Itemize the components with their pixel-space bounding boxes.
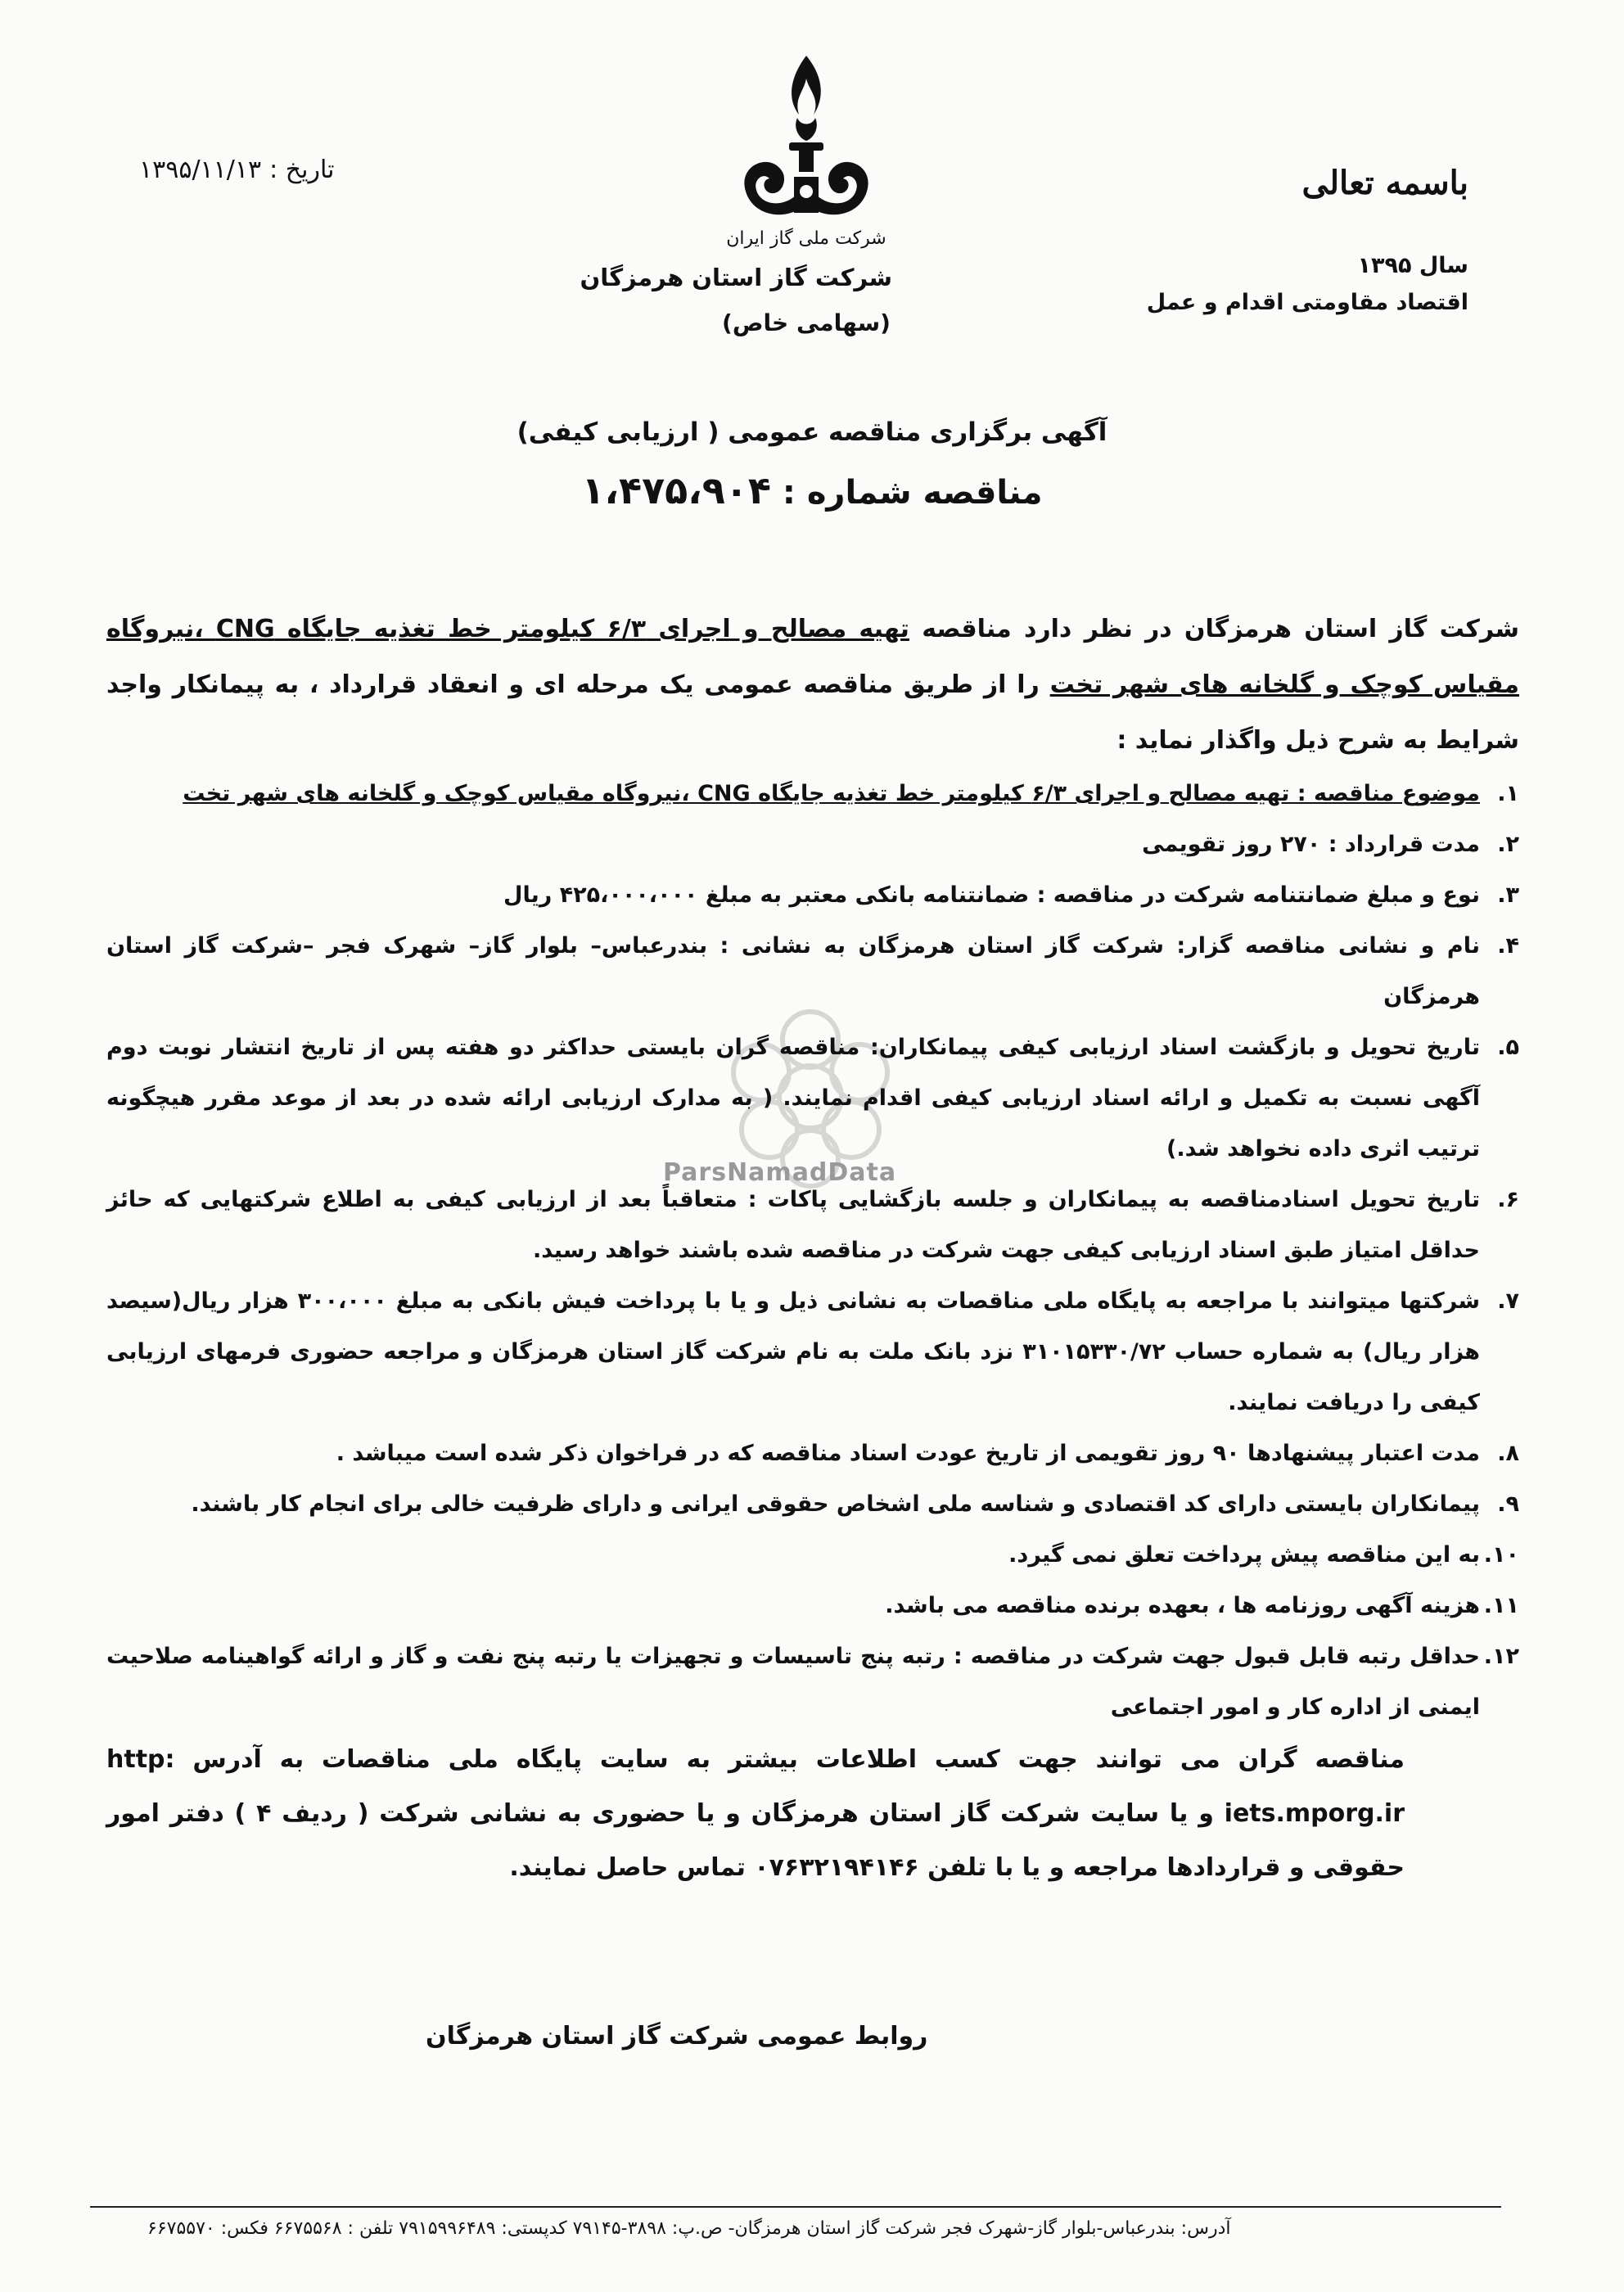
item-text: تاریخ تحویل و بازگشت اسناد ارزیابی کیفی پیمانکاران: مناقصه گران بایستی حداکثر دو هفته پس از تاریخ انتشار نوبت دوم آگهی نسبت به تکمیل و ارائه اسناد ارزیابی کیفی اقدام نمایند. ( به مدارک ارزیابی ارائه شده در بعد از موعد مقرر هیچگونه ترتیب اثری داده نخواهد شد.) (106, 1035, 1480, 1162)
watermark-text: ParsNamadData (663, 1158, 897, 1187)
item-number: ۱۱. (1483, 1593, 1519, 1618)
year-label: سال ۱۳۹۵ (1357, 253, 1468, 278)
announcement-body (106, 602, 1519, 1895)
list-item (106, 921, 1519, 1022)
tender-number-line (0, 468, 1624, 512)
basmala: باسمه تعالی (1301, 164, 1468, 202)
list-item (106, 1022, 1519, 1175)
item-text: شرکتها میتوانند با مراجعه به پایگاه ملی مناقصات به نشانی ذیل و یا با پرداخت فیش بانکی به مبلغ ۳۰۰،۰۰۰ هزار ریال(سیصد هزار ریال) به شماره حساب ۳۱۰۱۵۳۳۰/۷۲ نزد بانک ملت به نام شرکت گاز استان هرمزگان و مراجعه حضوری فرمهای ارزیابی کیفی را دریافت نمایند. (106, 1288, 1480, 1415)
footer-divider (90, 2206, 1501, 2208)
item-number: ۵. (1497, 1035, 1519, 1060)
item-number: ۶. (1497, 1187, 1519, 1212)
logo-caption: شرکت ملی گاز ایران (726, 228, 886, 249)
nigc-logo-icon (729, 49, 884, 225)
title-block (0, 417, 1624, 512)
list-item (106, 1530, 1519, 1581)
intro-subject-underlined: تهیه مصالح و اجرای ۶/۳ کیلومتر خط تغذیه جایگاه CNG ،نیروگاه مقیاس کوچک و گلخانه های شهر تخت (106, 615, 1519, 699)
date-value: ۱۳۹۵/۱۱/۱۳ (139, 156, 262, 184)
item-number: ۴. (1497, 933, 1519, 959)
closing-paragraph: مناقصه گران می توانند جهت کسب اطلاعات بیشتر به سایت پایگاه ملی مناقصات به آدرس http: iets.mporg.ir و یا سایت شرکت گاز استان هرمزگان و یا حضوری به نشانی شرکت ( ردیف ۴ ) دفتر امور حقوقی و قراردادها مراجعه و یا با تلفن ۰۷۶۳۲۱۹۴۱۴۶ تماس حاصل نمایند. (106, 1745, 1405, 1882)
item-number: ۱. (1497, 781, 1519, 806)
header-date (131, 156, 334, 184)
footer-address: آدرس: بندرعباس-بلوار گاز-شهرک فجر شرکت گاز استان هرمزگان- ص.پ: ۳۸۹۸-۷۹۱۴۵ کدپستی: ۷۹۱۵۹۹۶۴۸۹ تلفن : ۶۶۷۵۵۶۸ فکس: ۶۶۷۵۵۷۰ (147, 2218, 1231, 2239)
company-name: شرکت گاز استان هرمزگان (580, 264, 892, 291)
item-text: پیمانکاران بایستی دارای کد اقتصادی و شناسه ملی اشخاص حقوقی ایرانی و دارای ظرفیت خالی برای انجام کار باشند. (191, 1491, 1480, 1517)
tender-number-label: مناقصه شماره : (782, 474, 1043, 512)
header-right (1147, 164, 1468, 315)
item-number: ۹. (1497, 1491, 1519, 1517)
conditions-list (106, 769, 1519, 1733)
list-item (106, 1276, 1519, 1428)
ad-title: آگهی برگزاری مناقصه عمومی ( ارزیابی کیفی) (517, 417, 1107, 447)
list-item (106, 1631, 1519, 1733)
tender-number: ۱،۴۷۵،۹۰۴ (581, 468, 771, 512)
item-text: تاریخ تحویل اسنادمناقصه به پیمانکاران و جلسه بازگشایی پاکات : متعاقباً بعد از ارزیابی کیفی به اطلاع شرکتهایی که حائز حداقل امتیاز طبق اسناد ارزیابی کیفی جهت شرکت در مناقصه شده باشند خواهد رسید. (106, 1187, 1480, 1263)
item-text: نوع و مبلغ ضمانتنامه شرکت در مناقصه : ضمانتنامه بانکی معتبر به مبلغ ۴۲۵،۰۰۰،۰۰۰ ریال (503, 882, 1480, 908)
item-text: مدت قرارداد : ۲۷۰ روز تقویمی (1142, 832, 1480, 857)
intro-part-1: شرکت گاز استان هرمزگان در نظر دارد مناقصه (909, 615, 1519, 643)
list-item (106, 1581, 1519, 1631)
item-text: موضوع مناقصه : تهیه مصالح و اجرای ۶/۳ کیلومتر خط تغذیه جایگاه CNG ،نیروگاه مقیاس کوچک و گلخانه های شهر تخت (183, 781, 1480, 806)
item-text: هزینه آگهی روزنامه ها ، بعهده برنده مناقصه می باشد. (885, 1593, 1480, 1618)
list-item (106, 769, 1519, 819)
item-text: مدت اعتبار پیشنهادها ۹۰ روز تقویمی از تاریخ عودت اسناد مناقصه که در فراخوان ذکر شده است میباشد . (336, 1441, 1480, 1466)
item-number: ۱۲. (1483, 1644, 1519, 1669)
intro-paragraph (106, 602, 1519, 769)
item-number: ۱۰. (1483, 1542, 1519, 1568)
signature-line: روابط عمومی شرکت گاز استان هرمزگان (426, 2022, 928, 2051)
list-item (106, 1175, 1519, 1276)
list-item (106, 1479, 1519, 1530)
intro-part-2: را از طریق مناقصه عمومی یک مرحله ای و انعقاد قرارداد ، به پیمانکار واجد شرایط به شرح ذیل واگذار نماید : (106, 670, 1519, 755)
item-number: ۳. (1497, 882, 1519, 908)
list-item (106, 819, 1519, 870)
item-number: ۷. (1497, 1288, 1519, 1314)
item-number: ۸. (1497, 1441, 1519, 1466)
item-text: حداقل رتبه قابل قبول جهت شرکت در مناقصه : رتبه پنج تاسیسات و تجهیزات یا رتبه پنج نفت و گاز و ارائه گواهینامه صلاحیت ایمنی از اداره کار و امور اجتماعی (106, 1644, 1480, 1720)
item-text: به این مناقصه پیش پرداخت تعلق نمی گیرد. (1008, 1542, 1480, 1568)
company-type: (سهامی خاص) (722, 309, 891, 336)
list-item (106, 1428, 1519, 1479)
list-item (106, 870, 1519, 921)
header-logo-block (580, 49, 892, 336)
year-slogan: اقتصاد مقاومتی اقدام و عمل (1146, 290, 1468, 315)
item-text: نام و نشانی مناقصه گزار: شرکت گاز استان هرمزگان به نشانی : بندرعباس– بلوار گاز– شهرک فجر –شرکت گاز استان هرمزگان (106, 933, 1480, 1009)
item-number: ۲. (1497, 832, 1519, 857)
date-label: تاریخ : (269, 156, 335, 184)
